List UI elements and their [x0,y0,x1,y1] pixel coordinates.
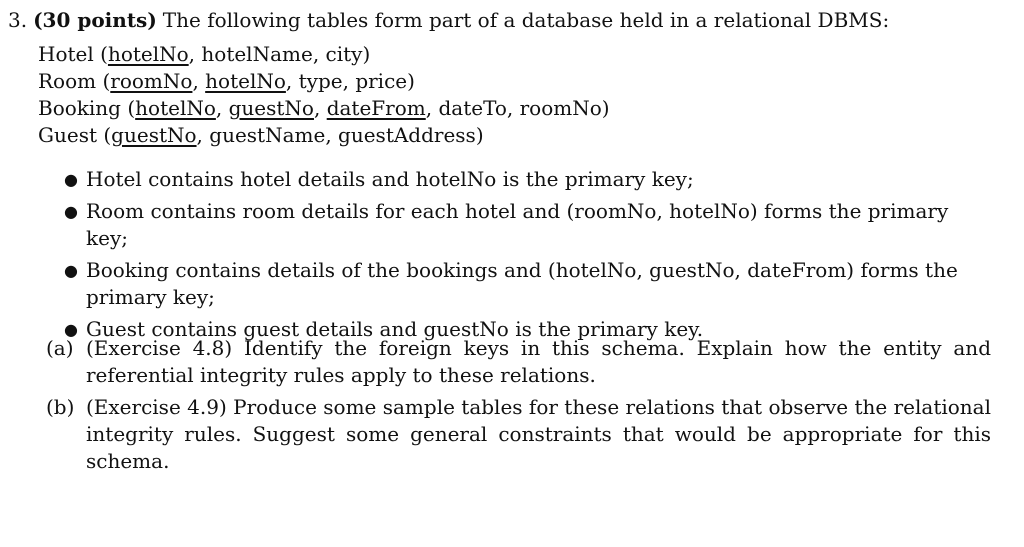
schema-list [38,41,610,149]
bullet-dot-icon: ● [64,261,78,280]
bullet-text: Guest contains guest details and guestNo is the primary key. [86,317,704,341]
subquestion-item [46,394,991,475]
key-attribute: roomNo [110,69,193,93]
subquestion-label: (b) [46,395,75,419]
key-attribute: dateFrom [326,96,426,120]
schema-row-hotel: Hotel (hotelNo, hotelName, city) [38,42,371,66]
key-attribute: guestNo [111,123,197,147]
bullet-text: Booking contains details of the bookings and (hotelNo, guestNo, dateFrom) forms the primary key; [86,258,958,309]
key-attribute: hotelNo [205,69,286,93]
bullet-item [64,166,994,193]
subquestion-item [46,335,991,389]
attribute: roomNo [519,96,602,120]
bullet-dot-icon: ● [64,320,78,339]
bullet-dot-icon: ● [64,170,78,189]
subquestion-text: (Exercise 4.9) Produce some sample tables for these relations that observe the relational integrity rules. Suggest some general constraints that would be appropriate for this schema. [86,395,991,473]
question-intro: The following tables form part of a database held in a relational DBMS: [162,8,890,32]
table-name: Booking [38,96,121,120]
subquestion-list [46,335,991,480]
attribute: type [298,69,343,93]
attribute: guestAddress [338,123,476,147]
schema-row-room: Room (roomNo, hotelNo, type, price) [38,69,415,93]
key-attribute: hotelNo [107,42,189,66]
question-points: (30 points) [33,8,157,32]
attribute: city [325,42,363,66]
table-name: Hotel [38,42,94,66]
question-number: 3. [8,8,28,32]
table-name: Guest [38,123,97,147]
attribute: hotelName [201,42,313,66]
schema-row-guest: Guest (guestNo, guestName, guestAddress) [38,123,484,147]
subquestion-label: (a) [46,336,74,360]
subquestion-text: (Exercise 4.8) Identify the foreign keys in this schema. Explain how the entity and referential integrity rules apply to these relations. [86,336,991,387]
attribute: dateTo [438,96,507,120]
bullet-item [64,198,994,252]
attribute: guestName [209,123,326,147]
attribute: price [355,69,408,93]
table-name: Room [38,69,97,93]
question-header [8,8,1008,32]
bullet-list [64,166,994,348]
bullet-item [64,257,994,311]
bullet-dot-icon: ● [64,202,78,221]
bullet-text: Room contains room details for each hotel and (roomNo, hotelNo) forms the primary key; [86,199,949,250]
key-attribute: guestNo [228,96,314,120]
key-attribute: hotelNo [135,96,216,120]
schema-row-booking: Booking (hotelNo, guestNo, dateFrom, dateTo, roomNo) [38,96,610,120]
bullet-text: Hotel contains hotel details and hotelNo is the primary key; [86,167,694,191]
